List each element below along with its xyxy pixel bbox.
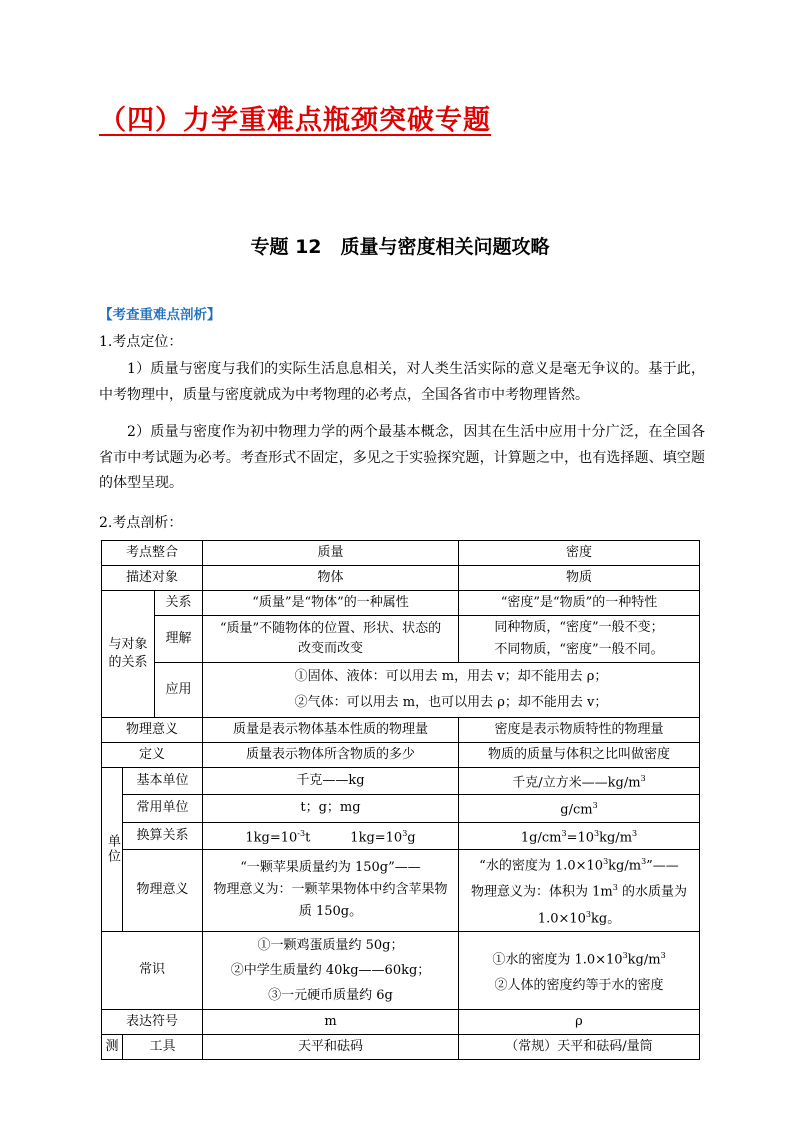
cell-line: ②中学生质量约 40kg——60kg； — [230, 962, 431, 978]
cell-line: ①一颗鸡蛋质量约 50g； — [257, 937, 404, 953]
text-run: ①水的密度为 1.0×10 — [492, 952, 623, 968]
table-cell — [203, 822, 459, 849]
row-label: 描述对象 — [102, 566, 203, 591]
superscript: 3 — [612, 883, 618, 893]
table-cell — [459, 616, 700, 663]
table-cell: 质量是表示物体基本性质的物理量 — [203, 718, 459, 743]
superscript: -3 — [297, 828, 306, 838]
text-run: 的水质量为 — [617, 884, 687, 900]
table-row — [102, 663, 700, 718]
table-cell — [203, 849, 459, 931]
row-label: 工具 — [123, 1034, 203, 1059]
header-cell: 考点整合 — [102, 541, 203, 566]
row-label: 换算关系 — [123, 822, 203, 849]
superscript: 3 — [594, 828, 600, 838]
key-points-table — [101, 540, 700, 1060]
table-cell: 天平和砝码 — [203, 1034, 459, 1059]
superscript: 3 — [603, 856, 609, 866]
cell-line — [462, 877, 696, 903]
table-row — [102, 591, 700, 616]
superscript: 3 — [585, 909, 591, 919]
row-label: 物理意义 — [102, 718, 203, 743]
document-title: 专题 12 质量与密度相关问题攻略 — [250, 236, 550, 258]
text-run: g — [407, 829, 416, 845]
table-cell: 质量表示物体所含物质的多少 — [203, 743, 459, 768]
table-row — [102, 743, 700, 768]
superscript: 3 — [641, 856, 647, 866]
subsection-title-1: 1.考点定位： — [99, 334, 183, 350]
text-run: g/cm — [560, 802, 593, 818]
cell-line — [462, 943, 696, 972]
row-label: 常识 — [102, 931, 203, 1009]
superscript: 3 — [640, 774, 646, 783]
table-row — [102, 768, 700, 795]
row-label: 定义 — [102, 743, 203, 768]
table-row — [102, 541, 700, 566]
text-run: 1.0×10 — [537, 910, 586, 926]
text-run: kg/m — [608, 858, 642, 874]
table-row — [102, 1009, 700, 1034]
table-row — [102, 718, 700, 743]
table-cell: t；g；mg — [203, 795, 459, 822]
table-cell: 物体 — [203, 566, 459, 591]
table-cell — [459, 795, 700, 822]
superscript: 3 — [632, 828, 638, 838]
text-run: 1kg=10 — [245, 829, 298, 845]
cell-line: ②人体的密度约等于水的密度 — [494, 977, 664, 993]
superscript: 3 — [561, 828, 567, 838]
cell-line: ③一元硬币质量约 6g — [268, 987, 393, 1003]
text-run: 物理意义为：体积为 1m — [471, 884, 613, 900]
group-label: 测 — [102, 1034, 123, 1059]
table-row — [102, 849, 700, 931]
row-label: 物理意义 — [123, 849, 203, 931]
table-cell — [203, 931, 459, 1009]
row-label: 基本单位 — [123, 768, 203, 795]
cell-line — [462, 904, 696, 930]
row-label: 关系 — [155, 591, 203, 616]
cell-line: “一颗苹果质量约为 150g”—— — [240, 860, 421, 876]
row-label: 理解 — [155, 616, 203, 663]
table-cell: 物质 — [459, 566, 700, 591]
table-cell: “质量”是“物体”的一种属性 — [203, 591, 459, 616]
text-run: 1g/cm — [520, 829, 562, 845]
text-run: =10 — [566, 829, 595, 845]
superscript: 3 — [592, 801, 598, 811]
group-label: 单位 — [102, 768, 123, 932]
cell-line: ②气体：可以用去 m，也可以用去 ρ；却不能用去 v； — [294, 695, 608, 710]
table-cell — [459, 849, 700, 931]
subsection-title-2: 2.考点剖析： — [99, 515, 183, 531]
text-run: 1kg=10 — [350, 829, 403, 845]
row-label: 应用 — [155, 663, 203, 718]
table-row — [102, 1034, 700, 1059]
header-cell: 密度 — [459, 541, 700, 566]
table-cell — [459, 822, 700, 849]
page-heading: （四）力学重难点瓶颈突破专题 — [99, 105, 491, 136]
cell-line: 物理意义为：一颗苹果物体中约含苹果物质 150g。 — [213, 882, 448, 920]
table-row — [102, 566, 700, 591]
table-cell: m — [203, 1009, 459, 1034]
superscript: 3 — [622, 951, 628, 961]
paragraph-1: 1）质量与密度与我们的实际生活息息相关，对人类生活实际的意义是毫无争议的。基于此，中考物理中，质量与密度就成为中考物理的必考点，全国各省市中考物理皆然。 — [99, 361, 705, 403]
text-run: t — [305, 829, 311, 845]
table-row — [102, 931, 700, 1009]
table-row — [102, 795, 700, 822]
table-cell: “密度”是“物质”的一种特性 — [459, 591, 700, 616]
text-run: “水的密度为 1.0×10 — [479, 858, 604, 874]
cell-line: 不同物质，“密度”一般不同。 — [494, 642, 664, 657]
row-label: 表达符号 — [102, 1009, 203, 1034]
table-cell: 物质的质量与体积之比叫做密度 — [459, 743, 700, 768]
table-row — [102, 616, 700, 663]
row-label: 常用单位 — [123, 795, 203, 822]
table-cell — [459, 768, 700, 795]
text-run: kg。 — [591, 910, 621, 926]
cell-line: 同种物质，“密度”一般不变； — [494, 620, 664, 635]
superscript: 3 — [402, 828, 408, 838]
superscript: 3 — [660, 951, 666, 961]
table-row — [102, 822, 700, 849]
text-run: kg/m — [599, 829, 633, 845]
text-run: 千克/立方米——kg/m — [512, 775, 641, 791]
table-cell: 密度是表示物质特性的物理量 — [459, 718, 700, 743]
text-run: ”—— — [646, 858, 679, 874]
paragraph-2: 2）质量与密度作为初中物理力学的两个最基本概念，因其在生活中应用十分广泛，在全国各省市中考试题为必考。考查形式不固定，多见之于实验探究题，计算题之中，也有选择题、填空题的体型呈现。 — [99, 424, 705, 491]
table-cell: （常规）天平和砝码/量筒 — [459, 1034, 700, 1059]
section-title: 【考查重难点剖析】 — [99, 307, 221, 323]
cell-line: ①固体、液体：可以用去 m，用去 v；却不能用去 ρ； — [294, 669, 608, 684]
table-cell — [203, 663, 700, 718]
table-cell: 千克——kg — [203, 768, 459, 795]
group-label: 与对象的关系 — [102, 591, 155, 718]
table-cell: ρ — [459, 1009, 700, 1034]
table-cell: “质量”不随物体的位置、形状、状态的改变而改变 — [203, 616, 459, 663]
cell-line — [462, 851, 696, 877]
table-cell — [459, 931, 700, 1009]
text-run: kg/m — [627, 952, 661, 968]
header-cell: 质量 — [203, 541, 459, 566]
